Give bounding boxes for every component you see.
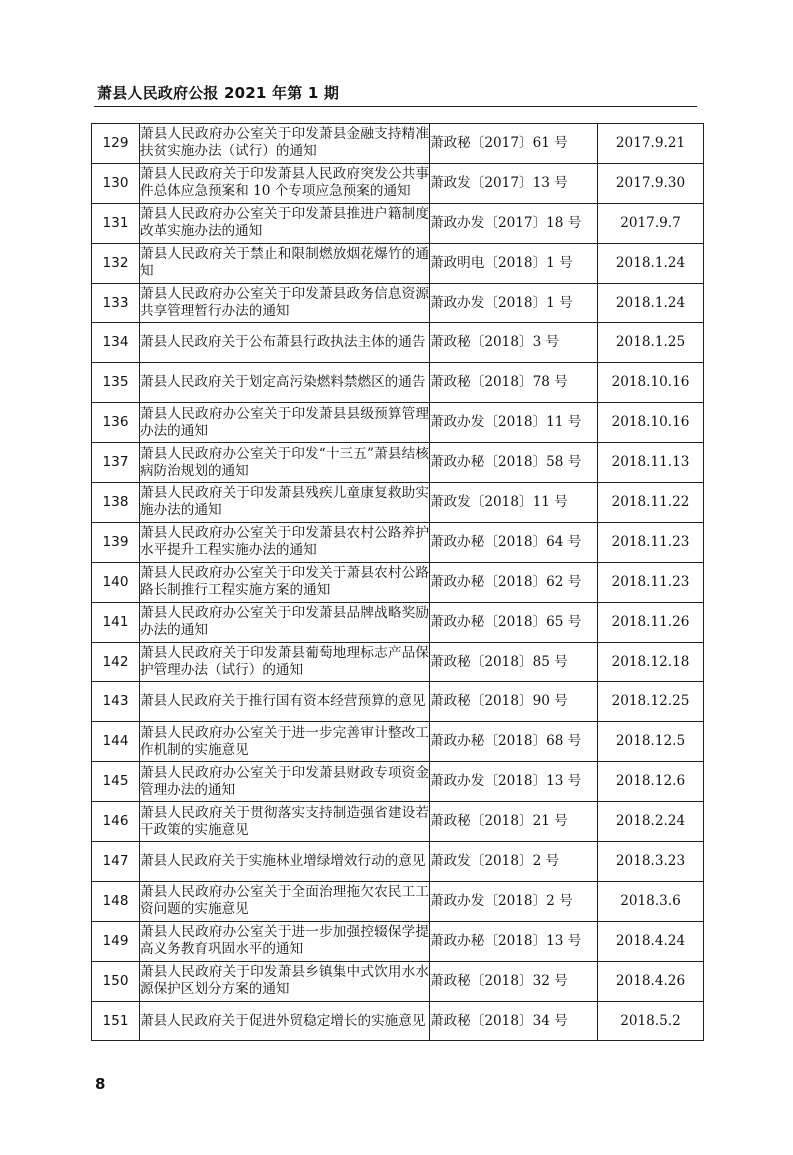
document-number-cell: 萧政办发〔2017〕18 号 [430,203,598,243]
document-number-cell: 萧政秘〔2018〕90 号 [430,682,598,722]
running-header-title: 萧县人民政府公报 2021 年第 1 期 [97,84,340,102]
document-title-cell: 萧县人民政府办公室关于进一步完善审计整改工作机制的实施意见 [140,722,430,762]
document-title-cell: 萧县人民政府关于划定高污染燃料禁燃区的通告 [140,363,430,403]
row-number-cell: 136 [92,403,140,443]
row-number-cell: 142 [92,642,140,682]
row-number-cell: 137 [92,443,140,483]
table-row [92,443,704,483]
document-number-cell: 萧政办发〔2018〕13 号 [430,762,598,802]
document-title-cell: 萧县人民政府关于印发萧县人民政府突发公共事件总体应急预案和 10 个专项应急预案的通知 [140,163,430,203]
row-number-cell: 130 [92,163,140,203]
document-number-cell: 萧政办秘〔2018〕58 号 [430,443,598,483]
issue-date-cell: 2018.11.22 [598,483,704,523]
document-title-cell: 萧县人民政府办公室关于印发萧县品牌战略奖励办法的通知 [140,602,430,642]
document-number-cell: 萧政秘〔2018〕21 号 [430,802,598,842]
issue-date-cell: 2018.12.25 [598,682,704,722]
table-row [92,124,704,164]
document-title-cell: 萧县人民政府办公室关于印发萧县政务信息资源共享管理暂行办法的通知 [140,283,430,323]
document-number-cell: 萧政发〔2017〕13 号 [430,163,598,203]
issue-date-cell: 2018.12.6 [598,762,704,802]
row-number-cell: 151 [92,1001,140,1041]
document-number-cell: 萧政办秘〔2018〕68 号 [430,722,598,762]
document-number-cell: 萧政办秘〔2018〕13 号 [430,921,598,961]
issue-date-cell: 2017.9.30 [598,163,704,203]
document-number-cell: 萧政办发〔2018〕11 号 [430,403,598,443]
table-row [92,562,704,602]
issue-date-cell: 2018.11.23 [598,562,704,602]
table-row [92,602,704,642]
document-number-cell: 萧政秘〔2018〕78 号 [430,363,598,403]
document-title-cell: 萧县人民政府关于促进外贸稳定增长的实施意见 [140,1001,430,1041]
document-title-cell: 萧县人民政府关于贯彻落实支持制造强省建设若干政策的实施意见 [140,802,430,842]
row-number-cell: 141 [92,602,140,642]
table-body [92,124,704,1041]
row-number-cell: 139 [92,522,140,562]
table-row [92,842,704,882]
row-number-cell: 129 [92,124,140,164]
document-title-cell: 萧县人民政府办公室关于进一步加强控辍保学提高义务教育巩固水平的通知 [140,921,430,961]
document-number-cell: 萧政办发〔2018〕2 号 [430,881,598,921]
document-title-cell: 萧县人民政府关于印发萧县葡萄地理标志产品保护管理办法（试行）的通知 [140,642,430,682]
table-row [92,323,704,363]
issue-date-cell: 2018.10.16 [598,363,704,403]
document-title-cell: 萧县人民政府关于实施林业增绿增效行动的意见 [140,842,430,882]
document-number-cell: 萧政秘〔2017〕61 号 [430,124,598,164]
row-number-cell: 135 [92,363,140,403]
row-number-cell: 146 [92,802,140,842]
table-row [92,762,704,802]
table-row [92,961,704,1001]
row-number-cell: 134 [92,323,140,363]
table-row [92,283,704,323]
document-title-cell: 萧县人民政府关于推行国有资本经营预算的意见 [140,682,430,722]
issue-date-cell: 2018.10.16 [598,403,704,443]
row-number-cell: 150 [92,961,140,1001]
document-title-cell: 萧县人民政府办公室关于印发萧县推进户籍制度改革实施办法的通知 [140,203,430,243]
row-number-cell: 131 [92,203,140,243]
document-number-cell: 萧政办发〔2018〕1 号 [430,283,598,323]
table-row [92,921,704,961]
document-number-cell: 萧政发〔2018〕2 号 [430,842,598,882]
issue-date-cell: 2017.9.21 [598,124,704,164]
document-title-cell: 萧县人民政府办公室关于印发萧县金融支持精准扶贫实施办法（试行）的通知 [140,124,430,164]
issue-date-cell: 2018.11.26 [598,602,704,642]
document-number-cell: 萧政秘〔2018〕32 号 [430,961,598,1001]
table-row [92,642,704,682]
table-row [92,682,704,722]
document-title-cell: 萧县人民政府关于禁止和限制燃放烟花爆竹的通知 [140,243,430,283]
row-number-cell: 149 [92,921,140,961]
row-number-cell: 148 [92,881,140,921]
row-number-cell: 144 [92,722,140,762]
document-number-cell: 萧政办秘〔2018〕65 号 [430,602,598,642]
issue-date-cell: 2018.3.23 [598,842,704,882]
issue-date-cell: 2017.9.7 [598,203,704,243]
document-number-cell: 萧政秘〔2018〕3 号 [430,323,598,363]
table-row [92,483,704,523]
issue-date-cell: 2018.2.24 [598,802,704,842]
document-title-cell: 萧县人民政府办公室关于全面治理拖欠农民工工资问题的实施意见 [140,881,430,921]
table-row [92,403,704,443]
row-number-cell: 147 [92,842,140,882]
issue-date-cell: 2018.12.5 [598,722,704,762]
document-number-cell: 萧政办秘〔2018〕62 号 [430,562,598,602]
issue-date-cell: 2018.5.2 [598,1001,704,1041]
table-row [92,363,704,403]
row-number-cell: 138 [92,483,140,523]
document-title-cell: 萧县人民政府办公室关于印发萧县财政专项资金管理办法的通知 [140,762,430,802]
issue-date-cell: 2018.4.24 [598,921,704,961]
document-register-table [91,123,704,1041]
table-row [92,243,704,283]
document-number-cell: 萧政办秘〔2018〕64 号 [430,522,598,562]
document-title-cell: 萧县人民政府办公室关于印发“十三五”萧县结核病防治规划的通知 [140,443,430,483]
document-title-cell: 萧县人民政府办公室关于印发关于萧县农村公路路长制推行工程实施方案的通知 [140,562,430,602]
table-row [92,163,704,203]
row-number-cell: 140 [92,562,140,602]
page-number: 8 [95,1075,106,1093]
table-row [92,203,704,243]
row-number-cell: 133 [92,283,140,323]
issue-date-cell: 2018.12.18 [598,642,704,682]
issue-date-cell: 2018.4.26 [598,961,704,1001]
document-number-cell: 萧政秘〔2018〕85 号 [430,642,598,682]
document-title-cell: 萧县人民政府关于印发萧县乡镇集中式饮用水水源保护区划分方案的通知 [140,961,430,1001]
issue-date-cell: 2018.3.6 [598,881,704,921]
document-number-cell: 萧政明电〔2018〕1 号 [430,243,598,283]
table-row [92,802,704,842]
issue-date-cell: 2018.1.24 [598,243,704,283]
row-number-cell: 132 [92,243,140,283]
document-number-cell: 萧政秘〔2018〕34 号 [430,1001,598,1041]
row-number-cell: 145 [92,762,140,802]
issue-date-cell: 2018.11.13 [598,443,704,483]
issue-date-cell: 2018.11.23 [598,522,704,562]
table-row [92,522,704,562]
table-row [92,722,704,762]
document-title-cell: 萧县人民政府办公室关于印发萧县县级预算管理办法的通知 [140,403,430,443]
issue-date-cell: 2018.1.25 [598,323,704,363]
document-title-cell: 萧县人民政府关于印发萧县残疾儿童康复救助实施办法的通知 [140,483,430,523]
issue-date-cell: 2018.1.24 [598,283,704,323]
table-row [92,1001,704,1041]
document-number-cell: 萧政发〔2018〕11 号 [430,483,598,523]
table-row [92,881,704,921]
row-number-cell: 143 [92,682,140,722]
document-title-cell: 萧县人民政府关于公布萧县行政执法主体的通告 [140,323,430,363]
document-title-cell: 萧县人民政府办公室关于印发萧县农村公路养护水平提升工程实施办法的通知 [140,522,430,562]
header-rule [94,106,697,107]
